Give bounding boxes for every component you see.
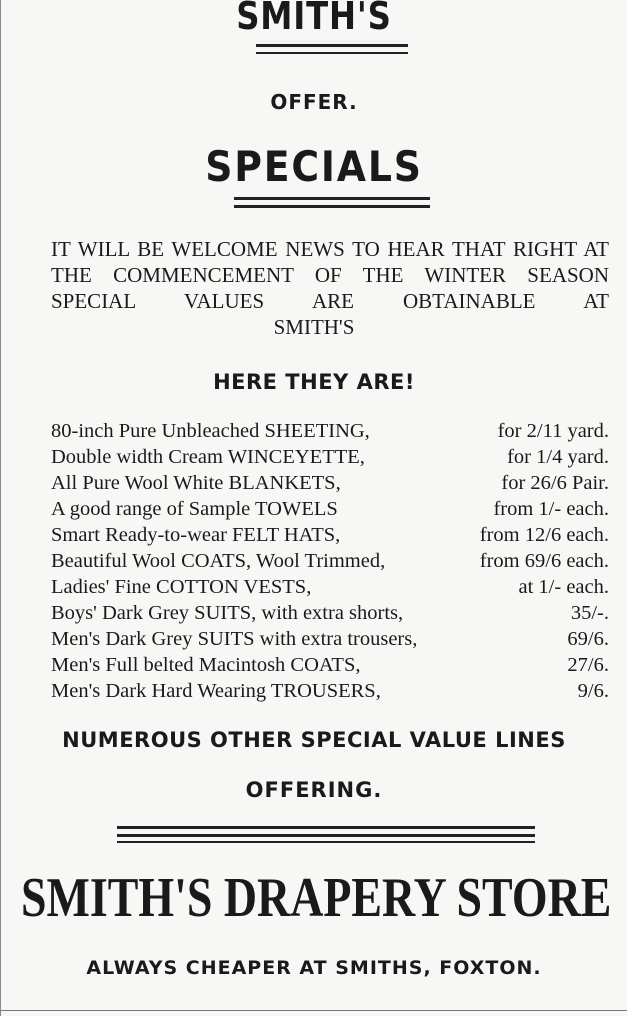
item-price: 9/6. — [577, 680, 609, 702]
item-name: 80-inch Pure Unbleached SHEETING, — [51, 420, 370, 442]
item-price: from 69/6 each. — [479, 550, 609, 572]
store-name: SMITH'S DRAPERY STORE — [21, 867, 612, 929]
item-price: 27/6. — [567, 654, 609, 676]
price-list-item — [51, 522, 609, 548]
price-list — [51, 418, 609, 704]
item-price: 69/6. — [567, 628, 609, 650]
item-name: A good range of Sample TOWELS — [51, 498, 338, 520]
bottom-border — [1, 1010, 627, 1011]
item-price: from 12/6 each. — [479, 524, 609, 546]
item-name: Men's Dark Grey SUITS with extra trousers, — [51, 628, 418, 650]
item-name: All Pure Wool White BLANKETS, — [51, 472, 341, 494]
item-name: Double width Cream WINCEYETTE, — [51, 446, 365, 468]
item-price: for 1/4 yard. — [507, 446, 609, 468]
specials-heading: SPECIALS — [205, 142, 423, 191]
price-list-item — [51, 548, 609, 574]
price-list-item — [51, 652, 609, 678]
rule-specials-2 — [234, 205, 430, 208]
price-list-item — [51, 418, 609, 444]
item-price: for 2/11 yard. — [497, 420, 609, 442]
price-list-item — [51, 574, 609, 600]
price-list-item — [51, 626, 609, 652]
rule-specials-1 — [234, 197, 430, 200]
price-list-item — [51, 496, 609, 522]
here-they-are-heading: HERE THEY ARE! — [213, 370, 415, 394]
rule-top-2 — [256, 52, 408, 54]
item-name: Beautiful Wool COATS, Wool Trimmed, — [51, 550, 386, 572]
offering-text: OFFERING. — [245, 778, 383, 802]
item-name: Men's Full belted Macintosh COATS, — [51, 654, 361, 676]
intro-paragraph: IT WILL BE WELCOME NEWS TO HEAR THAT RIGHT AT THE COMMENCEMENT OF THE WINTER SEASON SPECIAL VALUES ARE OBTAINABLE AT — [51, 237, 609, 313]
price-list-item — [51, 678, 609, 704]
item-price: from 1/- each. — [493, 498, 609, 520]
item-name: Smart Ready-to-wear FELT HATS, — [51, 524, 341, 546]
price-list-item — [51, 444, 609, 470]
numerous-lines-text: NUMEROUS OTHER SPECIAL VALUE LINES — [62, 728, 566, 752]
price-list-item — [51, 470, 609, 496]
item-price: at 1/- each. — [518, 576, 609, 598]
rule-bottom-1 — [117, 826, 535, 829]
intro-last-line: SMITH'S — [273, 315, 355, 339]
rule-top-1 — [256, 44, 408, 47]
brand-heading: SMITH'S — [236, 0, 392, 38]
item-price: for 26/6 Pair. — [501, 472, 609, 494]
rule-bottom-3 — [117, 841, 535, 843]
rule-bottom-2 — [117, 834, 535, 837]
price-list-item — [51, 600, 609, 626]
item-name: Ladies' Fine COTTON VESTS, — [51, 576, 312, 598]
item-price: 35/-. — [570, 602, 609, 624]
tagline: ALWAYS CHEAPER AT SMITHS, FOXTON. — [86, 957, 542, 979]
offer-heading: OFFER. — [270, 90, 358, 114]
item-name: Men's Dark Hard Wearing TROUSERS, — [51, 680, 381, 702]
item-name: Boys' Dark Grey SUITS, with extra shorts, — [51, 602, 404, 624]
